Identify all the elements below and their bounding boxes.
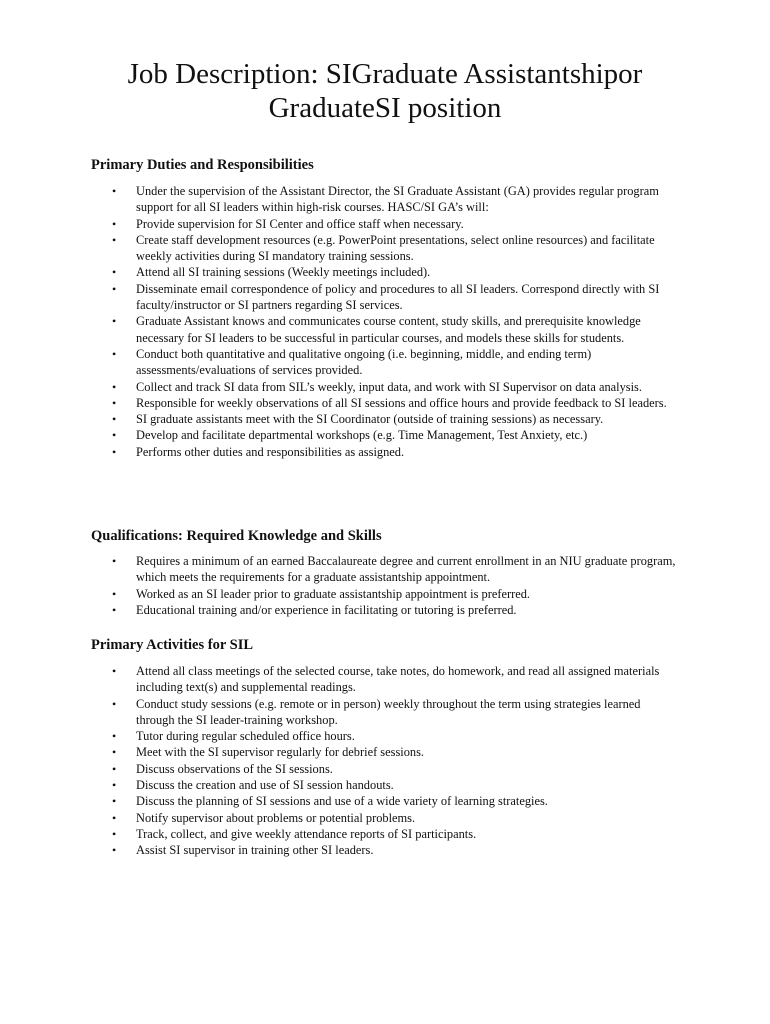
bullet-icon: •: [112, 745, 117, 760]
bullet-icon: •: [112, 265, 117, 280]
bullet-icon: •: [112, 281, 117, 296]
list-item: [0, 826, 682, 842]
list-item: [0, 793, 682, 809]
list-item-text: Meet with the SI supervisor regularly for debrief sessions.: [136, 745, 425, 760]
list-item-text: Develop and facilitate departmental workshops (e.g. Time Management, Test Anxiety, etc.): [136, 428, 588, 443]
bullet-icon: •: [112, 696, 117, 711]
list-item: [0, 395, 682, 411]
bullet-icon: •: [112, 314, 117, 329]
list-item-text: Track, collect, and give weekly attendance reports of SI participants.: [136, 826, 477, 841]
list-item-text: Disseminate email correspondence of policy and procedures to all SI leaders. Correspond directly with SI faculty/instructor or SI partners regarding SI services.: [136, 281, 660, 313]
list-item: [0, 586, 682, 602]
list-item: [0, 777, 682, 793]
bullet-icon: •: [112, 379, 117, 394]
list-item: [0, 696, 682, 729]
bullet-icon: •: [112, 761, 117, 776]
title-line-1: Job Description: SIGraduate Assistantshipor: [127, 58, 643, 90]
list-item-text: Attend all class meetings of the selected course, take notes, do homework, and read all assigned materials including text(s) and supplemental readings.: [136, 664, 660, 695]
primary-duties-list: [0, 183, 770, 460]
list-item: [0, 313, 682, 346]
list-item-text: Assist SI supervisor in training other SI leaders.: [136, 843, 374, 858]
list-item-text: Provide supervision for SI Center and office staff when necessary.: [136, 216, 464, 231]
bullet-icon: •: [112, 602, 117, 617]
bullet-icon: •: [112, 554, 117, 568]
list-item-text: Responsible for weekly observations of all SI sessions and office hours and provide feedback to SI leaders.: [136, 395, 667, 410]
page-title: [60, 57, 710, 125]
list-item-text: Conduct study sessions (e.g. remote or in person) weekly throughout the term using strategies learned through the SI leader-training workshop.: [136, 696, 641, 727]
list-item-text: Create staff development resources (e.g. PowerPoint presentations, select online resources) and facilitate weekly activities during SI mandatory training sessions.: [136, 232, 655, 264]
list-item: [0, 553, 682, 586]
section-heading-primary-activities: Primary Activities for SIL: [91, 637, 254, 653]
bullet-icon: •: [112, 444, 117, 459]
list-item-text: Collect and track SI data from SIL’s weekly, input data, and work with SI Supervisor on data analysis.: [136, 379, 642, 394]
list-item-text: Attend all SI training sessions (Weekly meetings included).: [136, 265, 431, 280]
bullet-icon: •: [112, 729, 117, 744]
bullet-icon: •: [112, 412, 117, 427]
bullet-icon: •: [112, 778, 117, 793]
bullet-icon: •: [112, 664, 117, 678]
bullet-icon: •: [112, 826, 117, 841]
list-item: [0, 728, 682, 744]
list-item: [0, 444, 682, 460]
bullet-icon: •: [112, 216, 117, 231]
list-item: [0, 264, 682, 280]
list-item: [0, 663, 682, 696]
list-item: [0, 183, 682, 216]
list-item: [0, 379, 682, 395]
list-item: [0, 744, 682, 760]
list-item-text: Tutor during regular scheduled office hours.: [136, 729, 355, 744]
bullet-icon: •: [112, 395, 117, 410]
list-item: [0, 761, 682, 777]
section-heading-qualifications: Qualifications: Required Knowledge and Skills: [91, 528, 382, 544]
list-item: [0, 602, 682, 618]
list-item-text: Discuss observations of the SI sessions.: [136, 761, 333, 776]
bullet-icon: •: [112, 586, 117, 601]
list-item-text: Under the supervision of the Assistant Director, the SI Graduate Assistant (GA) provides regular program support for all SI leaders within high-risk courses. HASC/SI GA’s will:: [136, 184, 659, 215]
list-item: [0, 810, 682, 826]
bullet-icon: •: [112, 794, 117, 809]
bullet-icon: •: [112, 810, 117, 825]
bullet-icon: •: [112, 232, 117, 247]
list-item-text: SI graduate assistants meet with the SI Coordinator (outside of training sessions) as necessary.: [136, 412, 604, 427]
list-item: [0, 216, 682, 232]
list-item-text: Discuss the planning of SI sessions and use of a wide variety of learning strategies.: [136, 794, 548, 809]
list-item-text: Performs other duties and responsibilities as assigned.: [136, 444, 405, 459]
list-item-text: Conduct both quantitative and qualitative ongoing (i.e. beginning, middle, and ending term) assessments/evaluations of services provided.: [136, 346, 592, 378]
list-item: [0, 842, 682, 858]
qualifications-list: [0, 553, 770, 618]
list-item-text: Notify supervisor about problems or potential problems.: [136, 810, 416, 825]
list-item: [0, 281, 682, 314]
list-item-text: Graduate Assistant knows and communicates course content, study skills, and prerequisite knowledge necessary for SI leaders to be successful in particular courses, and models these skills for students.: [136, 314, 641, 345]
list-item-text: Educational training and/or experience in facilitating or tutoring is preferred.: [136, 602, 517, 617]
list-item-text: Discuss the creation and use of SI session handouts.: [136, 778, 394, 793]
list-item: [0, 411, 682, 427]
list-item-text: Worked as an SI leader prior to graduate assistantship appointment is preferred.: [136, 586, 531, 601]
list-item: [0, 346, 682, 379]
title-line-2: GraduateSI position: [268, 92, 502, 124]
bullet-icon: •: [112, 843, 117, 858]
bullet-icon: •: [112, 346, 117, 361]
list-item: [0, 427, 682, 443]
list-item: [0, 232, 682, 265]
section-heading-primary-duties: Primary Duties and Responsibilities: [91, 157, 314, 173]
bullet-icon: •: [112, 184, 117, 198]
primary-activities-list: [0, 663, 770, 859]
list-item-text: Requires a minimum of an earned Baccalaureate degree and current enrollment in an NIU graduate program, which meets the requirements for a graduate assistantship appointment.: [136, 554, 676, 585]
bullet-icon: •: [112, 428, 117, 443]
